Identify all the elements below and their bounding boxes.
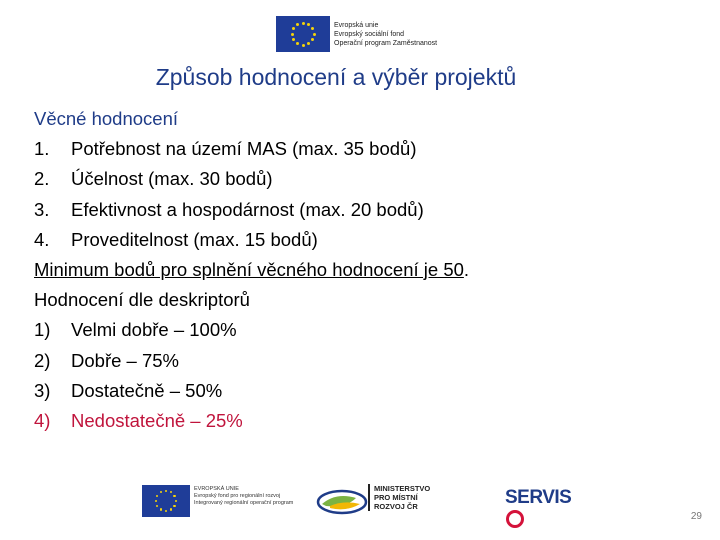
item-text: Proveditelnost (max. 15 bodů) [71, 228, 318, 250]
serviso-logo-text: SERVIS [505, 487, 572, 508]
section-heading-deskriptory: Hodnocení dle deskriptorů [34, 289, 250, 311]
eu-block-line-1: EVROPSKÁ UNIE [194, 486, 239, 492]
minimum-points-tail: . [463, 259, 470, 281]
item-text: Dobře – 75% [71, 349, 179, 371]
eu-star [156, 505, 159, 508]
eu-star [175, 500, 178, 503]
minimum-points-text: Minimum bodů pro splnění věcného hodnocení je 50 [34, 259, 464, 281]
item-text: Velmi dobře – 100% [71, 319, 237, 341]
item-number: 3) [34, 379, 51, 401]
eu-star [155, 500, 158, 503]
eu-star [170, 508, 173, 511]
eu-star [296, 23, 299, 26]
item-number: 4) [34, 410, 51, 432]
eu-logo-line-1: Evropská unie [334, 21, 379, 29]
section-heading-vecne: Věcné hodnocení [34, 108, 179, 129]
list-item [34, 225, 694, 255]
ministry-line-1: MINISTERSTVO [374, 484, 431, 493]
eu-block-line-3: Integrovaný regionální operační program [194, 500, 294, 506]
slide-title [0, 64, 720, 91]
eu-star [292, 27, 295, 30]
list-item [34, 134, 694, 164]
page-number: 29 [690, 511, 702, 522]
ministry-logo-icon [316, 488, 368, 516]
slide-body [34, 104, 694, 436]
item-text: Efektivnost a hospodárnost (max. 20 bodů) [71, 198, 424, 220]
ministry-line-2: PRO MÍSTNÍ [374, 493, 418, 502]
item-number: 4. [34, 228, 50, 250]
item-number: 1. [34, 138, 50, 160]
eu-block-line-2: Evropský fond pro regionální rozvoj [194, 493, 281, 499]
item-text: Potřebnost na území MAS (max. 35 bodů) [71, 138, 417, 160]
eu-logo-line-2: Evropský sociální fond [334, 30, 405, 38]
eu-star [307, 23, 310, 26]
eu-star [311, 38, 314, 41]
list-item [34, 376, 694, 406]
eu-star [291, 33, 294, 36]
eu-star [302, 44, 305, 47]
eu-star [160, 508, 163, 511]
minimum-points-note [34, 255, 694, 285]
list-item [34, 164, 694, 194]
eu-star [160, 491, 163, 494]
eu-flag-icon [142, 485, 190, 517]
item-text: Nedostatečně – 25% [71, 410, 243, 432]
eu-star [165, 510, 168, 513]
eu-star [165, 490, 168, 493]
eu-esf-logo [276, 14, 476, 54]
item-number: 2) [34, 349, 51, 371]
eu-star [302, 22, 305, 25]
eu-star [307, 42, 310, 45]
item-number: 3. [34, 198, 50, 220]
eu-star [292, 38, 295, 41]
eu-star [296, 42, 299, 45]
item-text: Dostatečně – 50% [71, 379, 223, 401]
list-item-highlighted [34, 406, 694, 436]
serviso-ring-icon [506, 510, 524, 528]
eu-star [173, 505, 176, 508]
list-item [34, 315, 694, 345]
eu-star [311, 27, 314, 30]
slide-title-text: Způsob hodnocení a výběr projektů [155, 64, 517, 90]
eu-star [156, 495, 159, 498]
eu-star [313, 33, 316, 36]
item-text: Účelnost (max. 30 bodů) [71, 168, 273, 190]
eu-logo-line-3: Operační program Zaměstnanost [334, 39, 438, 47]
list-item [34, 195, 694, 225]
serviso-logo [505, 487, 571, 531]
ministry-line-3: ROZVOJ ČR [374, 502, 418, 511]
item-number: 2. [34, 168, 50, 190]
eu-logo-text [334, 21, 437, 48]
eu-flag-icon [276, 16, 330, 52]
eu-star [173, 495, 176, 498]
eu-star [170, 491, 173, 494]
item-number: 1) [34, 319, 51, 341]
ministry-text [368, 484, 436, 511]
list-item [34, 346, 694, 376]
